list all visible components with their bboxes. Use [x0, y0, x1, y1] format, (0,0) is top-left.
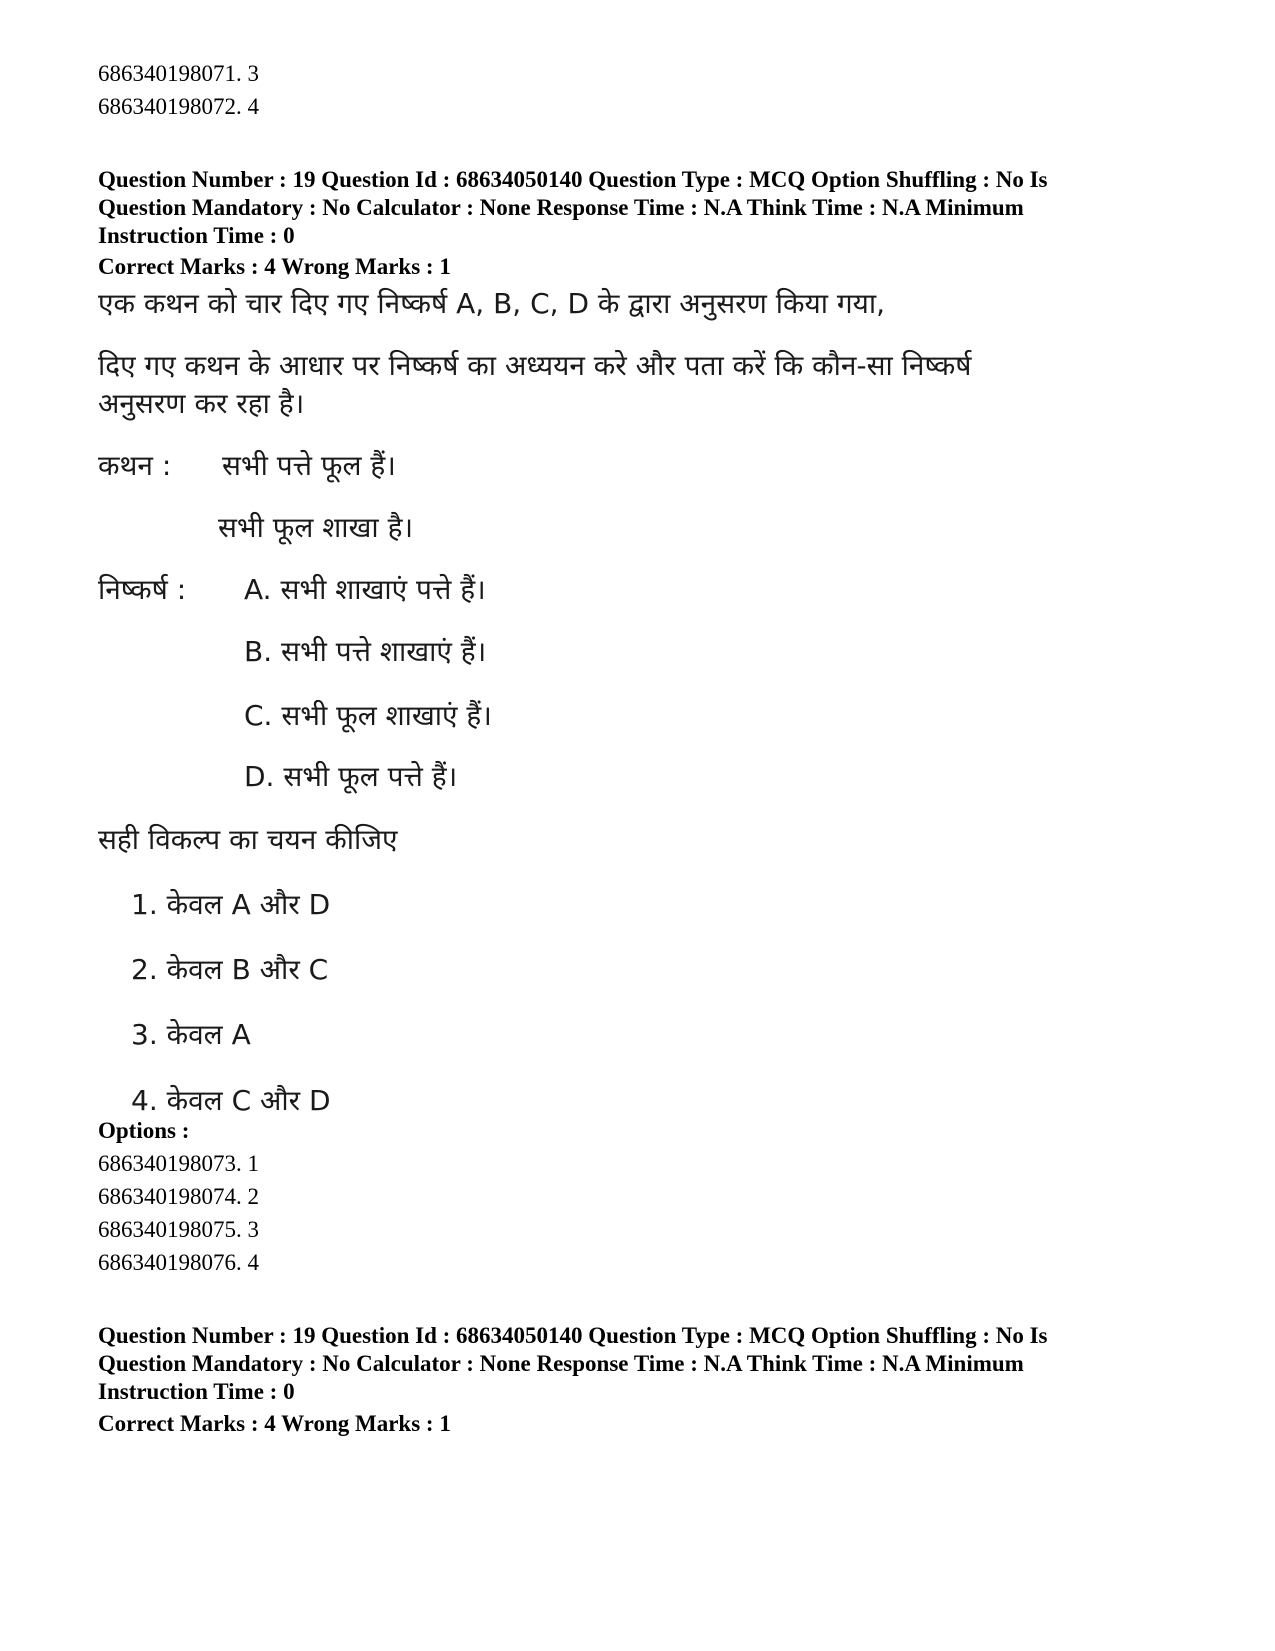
conclusion-c: C. सभी फूल शाखाएं हैं। — [244, 699, 492, 732]
next-question-meta-line-1: Question Number : 19 Question Id : 68634050140 Question Type : MCQ Option Shuffling : No Is — [98, 1323, 1048, 1348]
conclusion-label: निष्कर्ष : — [98, 573, 187, 606]
conclusion-b: B. सभी पत्ते शाखाएं हैं। — [244, 635, 487, 668]
question-marks: Correct Marks : 4 Wrong Marks : 1 — [98, 254, 451, 279]
choice-4: 4. केवल C और D — [131, 1084, 331, 1117]
question-meta-line-2: Question Mandatory : No Calculator : None Response Time : N.A Think Time : N.A Minimum — [98, 195, 1024, 220]
choice-1: 1. केवल A और D — [131, 888, 331, 921]
next-question-meta-line-2: Question Mandatory : No Calculator : None Response Time : N.A Think Time : N.A Minimum — [98, 1351, 1024, 1376]
statement-2: सभी फूल शाखा है। — [218, 511, 414, 544]
next-question-meta — [98, 1322, 1188, 1406]
next-question-marks: Correct Marks : 4 Wrong Marks : 1 — [98, 1411, 451, 1436]
option-3: 686340198075. 3 — [98, 1217, 259, 1242]
question-meta — [98, 166, 1188, 250]
option-2: 686340198074. 2 — [98, 1184, 259, 1209]
statement-1: सभी पत्ते फूल हैं। — [222, 449, 396, 482]
question-intro: एक कथन को चार दिए गए निष्कर्ष A, B, C, D के द्वारा अनुसरण किया गया, — [98, 287, 886, 320]
option-4: 686340198076. 4 — [98, 1250, 259, 1275]
question-meta-line-1: Question Number : 19 Question Id : 68634050140 Question Type : MCQ Option Shuffling : No Is — [98, 167, 1048, 192]
question-instruction-line-1: दिए गए कथन के आधार पर निष्कर्ष का अध्ययन करे और पता करें कि कौन-सा निष्कर्ष — [98, 349, 972, 382]
conclusion-d: D. सभी फूल पत्ते हैं। — [244, 760, 458, 793]
conclusion-a: A. सभी शाखाएं पत्ते हैं। — [244, 573, 486, 606]
statement-label: कथन : — [98, 449, 172, 482]
prev-option-4: 686340198072. 4 — [98, 94, 259, 119]
choice-3: 3. केवल A — [131, 1018, 251, 1051]
question-instruction-line-2: अनुसरण कर रहा है। — [98, 387, 305, 420]
choice-2: 2. केवल B और C — [131, 953, 329, 986]
option-1: 686340198073. 1 — [98, 1151, 259, 1176]
options-label: Options : — [98, 1118, 190, 1143]
question-meta-line-3: Instruction Time : 0 — [98, 223, 295, 248]
prev-option-3: 686340198071. 3 — [98, 61, 259, 86]
choose-prompt: सही विकल्प का चयन कीजिए — [98, 823, 398, 856]
next-question-meta-line-3: Instruction Time : 0 — [98, 1379, 295, 1404]
